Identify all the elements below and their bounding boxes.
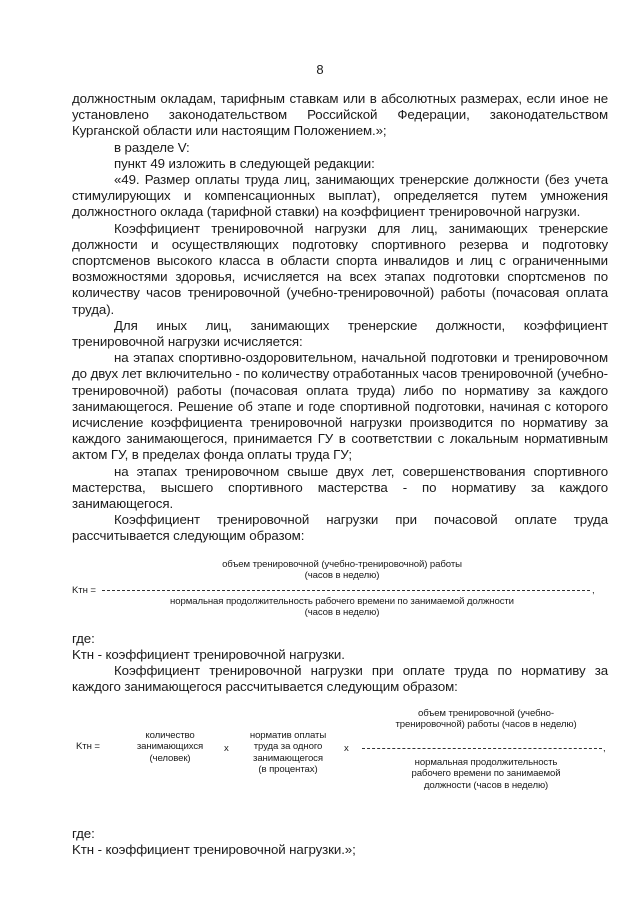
paragraph: на этапах тренировочном свыше двух лет, совершенствования спортивного мастерства, высшего спортивного мастерства - по нормативу за каждого занимающегося.	[72, 463, 608, 512]
formula-denominator: нормальная продолжительность рабочего времени по занимаемой должности (часов в неделю)	[411, 756, 561, 791]
definition: Kтн - коэффициент тренировочной нагрузки.»;	[72, 841, 356, 857]
formula-numerator: объем тренировочной (учебно-тренировочной) работы (часов в неделю)	[222, 558, 462, 582]
paragraph: Коэффициент тренировочной нагрузки при оплате труда по нормативу за каждого занимающегося рассчитывается следующим образом:	[72, 663, 608, 695]
hourly-formula	[72, 559, 608, 627]
formula-lhs: Kтн =	[72, 584, 96, 596]
paragraph: Для иных лиц, занимающих тренерские должности, коэффициент тренировочной нагрузки исчисляется:	[72, 317, 608, 350]
formula-lhs: Kтн =	[76, 740, 100, 752]
paragraph: Коэффициент тренировочной нагрузки при почасовой оплате труда рассчитывается следующим образом:	[72, 512, 608, 544]
formula-denominator: нормальная продолжительность рабочего времени по занимаемой должности (часов в неделю)	[170, 595, 514, 619]
paragraph: на этапах спортивно-оздоровительном, начальной подготовки и тренировочном до двух лет включительно - по количеству отработанных часов тренировочной (учебно-тренировочной) работы (почасовая оплата труда) либо по нормативу за каждого занимающегося. Решение об этапе и годе спортивной подготовки, начиная с которого исчисление коэффициента тренировочной нагрузки производится по нормативу за каждого занимающегося, принимается ГУ в соответствии с локальным нормативным актом ГУ, в пределах фонда оплаты труда ГУ;	[72, 350, 608, 463]
multiply-sign: x	[344, 742, 349, 754]
fraction-bar	[102, 590, 590, 591]
paragraph: в разделе V:	[114, 139, 190, 155]
paragraph: Коэффициент тренировочной нагрузки для лиц, занимающих тренерские должности и осуществляющих подготовку спортивного резерва и подготовку спортсменов высокого класса в области спорта инвалидов и лиц с ограниченными возможностями здоровья, исчисляется на всех этапах подготовки спортсменов по количеству часов тренировочной (учебно-тренировочной) работы (почасовая оплата труда).	[72, 220, 608, 317]
paragraph: «49. Размер оплаты труда лиц, занимающих тренерские должности (без учета стимулирующих и компенсационных выплат), определяется путем умножения должностного оклада (тарифной ставки) на коэффициент тренировочной нагрузки.	[72, 172, 608, 220]
where-label: где:	[72, 825, 95, 841]
page-number: 8	[316, 62, 324, 77]
formula-comma: ,	[603, 742, 606, 754]
definition: Kтн - коэффициент тренировочной нагрузки.	[72, 646, 345, 662]
fraction-bar	[362, 748, 602, 749]
per-student-formula	[72, 708, 608, 826]
where-label: где:	[72, 630, 95, 646]
paragraph: должностным окладам, тарифным ставкам или в абсолютных размерах, если иное не установлено законодательством Российской Федерации, законодательством Курганской области или настоящим Положением.»;	[72, 91, 608, 139]
paragraph: пункт 49 изложить в следующей редакции:	[114, 155, 375, 171]
multiply-sign: x	[224, 742, 229, 754]
document-body	[72, 91, 608, 858]
formula-comma: ,	[592, 584, 595, 596]
formula-numerator: объем тренировочной (учебно- тренировочной) работы (часов в неделю)	[395, 707, 577, 730]
formula-term-students: количество занимающихся (человек)	[136, 729, 204, 764]
formula-term-norm: норматив оплаты труда за одного занимающегося (в процентах)	[249, 729, 327, 775]
